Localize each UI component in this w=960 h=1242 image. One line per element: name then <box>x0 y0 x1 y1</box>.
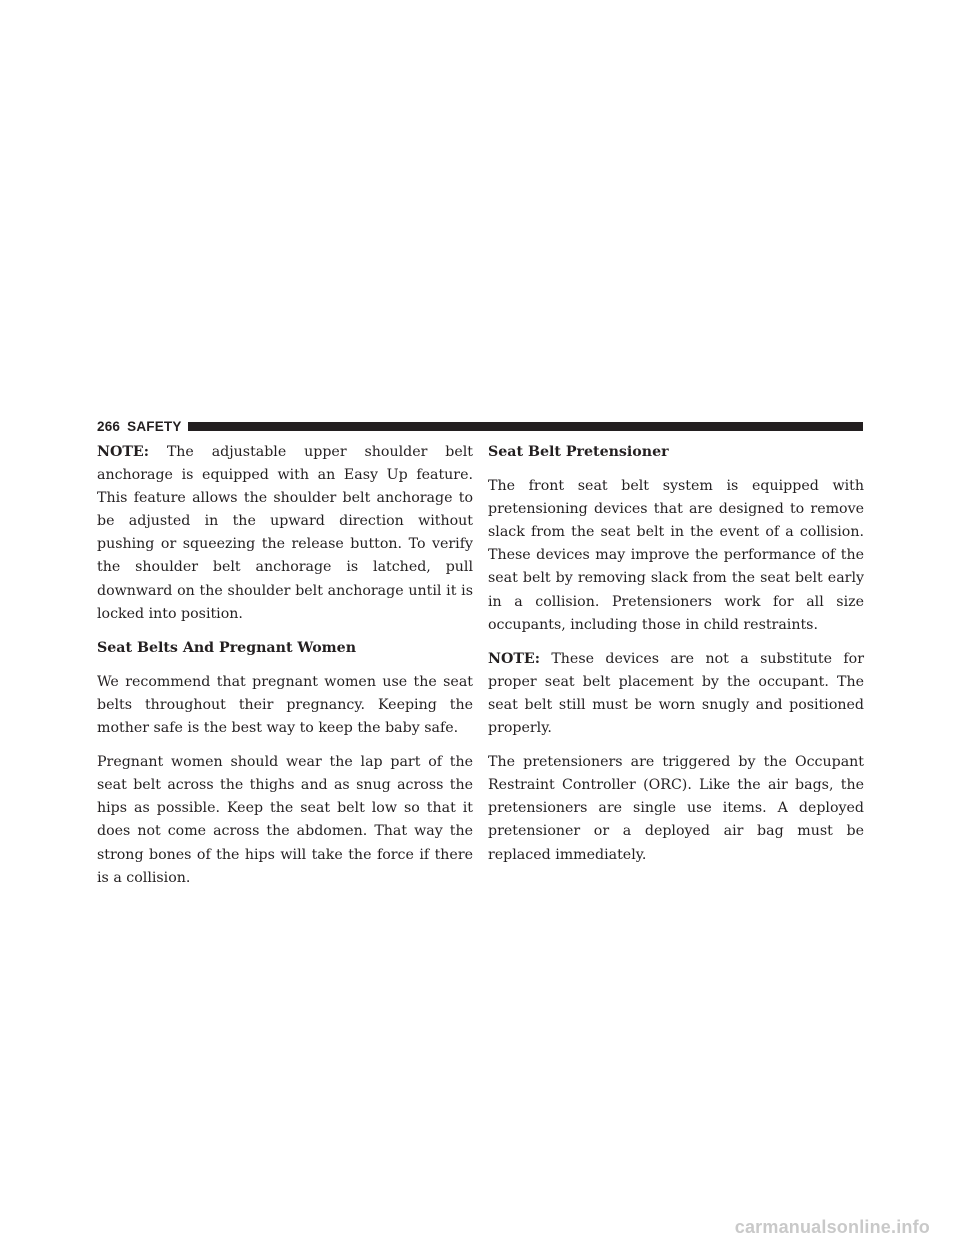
left-column <box>97 441 473 901</box>
paragraph-pregnant-1: We recommend that pregnant women use the seat belts throughout their pregnancy. Keeping the mother safe is the best way to keep the baby safe. <box>97 673 473 737</box>
paragraph-pretensioner-2: The pretensioners are triggered by the Occupant Restraint Controller (ORC). Like the air bags, the pretensioners are single use items. A deployed pretensioner or a deployed air bag must be replaced immediately. <box>488 754 864 863</box>
paragraph-pretensioner-1: The front seat belt system is equipped with pretensioning devices that are designed to remove slack from the seat belt in the event of a collision. These devices may improve the performance of the seat belt by removing slack from the seat belt early in a collision. Pretensioners work for all size occupants, including those in child restraints. <box>488 478 864 633</box>
heading-pregnant-women: Seat Belts And Pregnant Women <box>97 639 357 656</box>
note-label: NOTE: <box>488 650 540 667</box>
right-column <box>488 441 864 878</box>
header-rule <box>188 422 863 431</box>
page-header <box>97 418 863 435</box>
heading-pretensioner: Seat Belt Pretensioner <box>488 444 669 460</box>
watermark-link[interactable]: carmanualsonline.info <box>734 1217 930 1237</box>
page-number: 266 <box>97 419 121 434</box>
note-paragraph <box>97 441 473 626</box>
paragraph-pregnant-2: Pregnant women should wear the lap part of the seat belt across the thighs and as snug across the hips as possible. Keep the seat belt low so that it does not come across the abdomen. That way the strong bones of the hips will take the force if there is a collision. <box>97 754 473 886</box>
note-label: NOTE: <box>97 444 149 460</box>
note-text: The adjustable upper shoulder belt anchorage is equipped with an Easy Up feature. This feature allows the shoulder belt anchorage to be adjusted in the upward direction without pushing or squeezing the release button. To verify the shoulder belt anchorage is latched, pull downward on the shoulder belt anchorage until it is locked into position. <box>97 444 473 622</box>
note-text: These devices are not a substitute for proper seat belt placement by the occupant. The seat belt still must be worn snugly and positioned properly. <box>488 650 864 737</box>
note-paragraph <box>488 648 864 740</box>
section-title: SAFETY <box>127 419 182 434</box>
